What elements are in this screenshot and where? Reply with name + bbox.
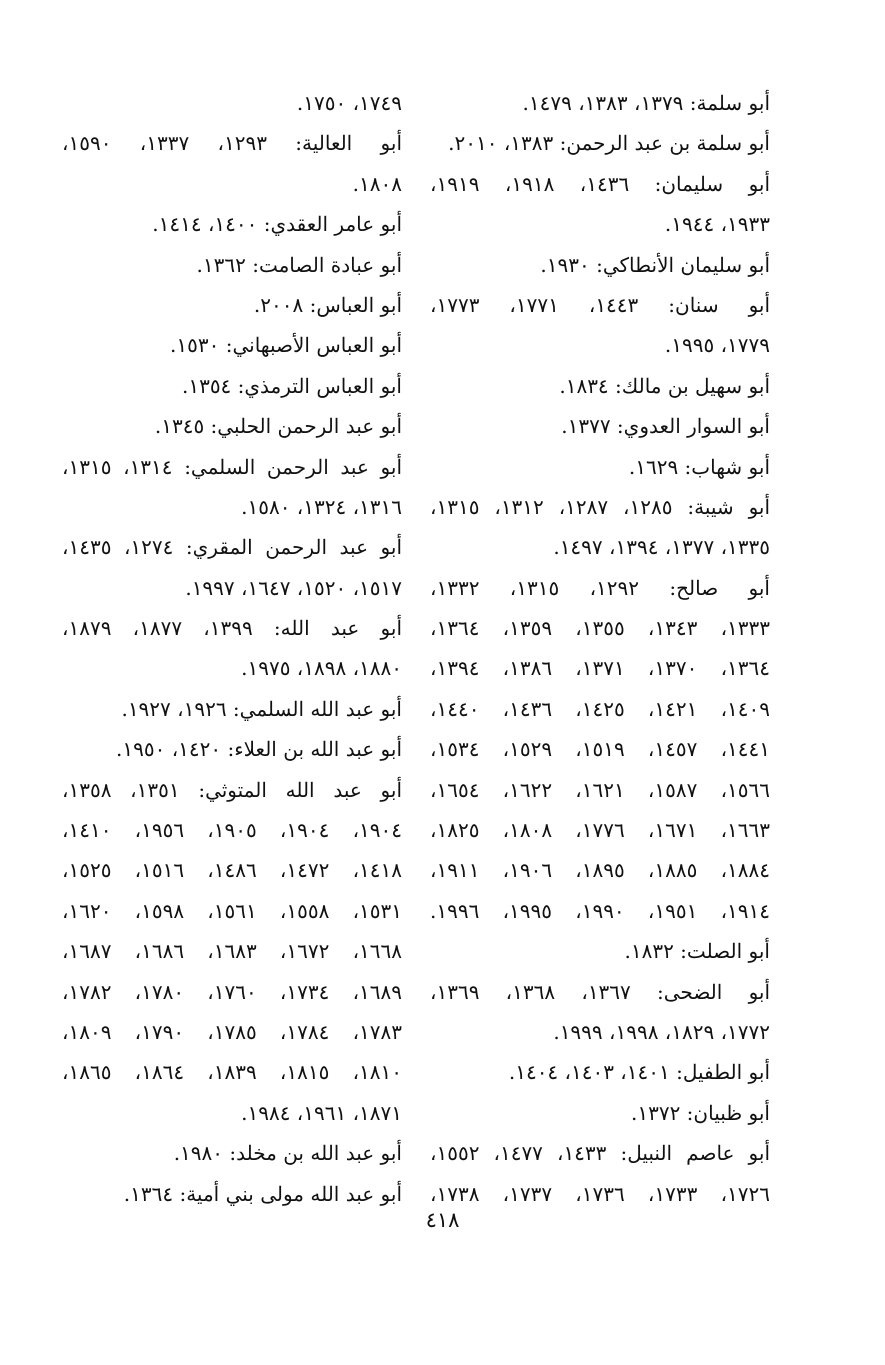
index-entry-line: أبو العباس الأصبهاني: ١٥٣٠.	[170, 333, 402, 358]
index-entry-line: ١٩٣٣، ١٩٤٤.	[664, 212, 770, 237]
index-entry-line: أبو شهاب: ١٦٢٩.	[628, 454, 770, 479]
index-entry-line: أبو عبد الرحمن الحلبي: ١٣٤٥.	[154, 414, 402, 439]
index-entry-line: أبو سهيل بن مالك: ١٨٣٤.	[559, 373, 770, 398]
index-entry-line: ١٣٣٣، ١٣٤٣، ١٣٥٥، ١٣٥٩، ١٣٦٤،	[430, 616, 770, 641]
index-entry-line: ١٦٨٩، ١٧٣٤، ١٧٦٠، ١٧٨٠، ١٧٨٢،	[62, 979, 402, 1004]
index-entry-line: أبو سليمان الأنطاكي: ١٩٣٠.	[540, 252, 770, 277]
index-entry-line: أبو شيبة: ١٢٨٥، ١٢٨٧، ١٣١٢، ١٣١٥،	[430, 494, 770, 519]
index-entry-line: أبو عبد الله المتوثي: ١٣٥١، ١٣٥٨،	[62, 777, 402, 802]
index-entry-line: أبو عاصم النبيل: ١٤٣٣، ١٤٧٧، ١٥٥٢،	[430, 1141, 770, 1166]
index-entry-line: أبو عبد الله: ١٣٩٩، ١٨٧٧، ١٨٧٩،	[62, 616, 402, 641]
index-entry-line: أبو ظبيان: ١٣٧٢.	[630, 1100, 770, 1125]
index-entry-line: ١٨٨٤، ١٨٨٥، ١٨٩٥، ١٩٠٦، ١٩١١،	[430, 858, 770, 883]
index-entry-line: ١٥٦٦، ١٥٨٧، ١٦٢١، ١٦٢٢، ١٦٥٤،	[430, 777, 770, 802]
index-entry-line: ١٤٤١، ١٤٥٧، ١٥١٩، ١٥٢٩، ١٥٣٤،	[430, 737, 770, 762]
index-entry-line: ١٧٧٢، ١٨٢٩، ١٩٩٨، ١٩٩٩.	[553, 1019, 770, 1044]
index-entry-line: أبو عبد الرحمن المقري: ١٢٧٤، ١٤٣٥،	[62, 535, 402, 560]
index-entry-line: ١٨٨٠، ١٨٩٨، ١٩٧٥.	[241, 656, 402, 681]
index-column-left	[62, 83, 402, 1214]
index-entry-line: ١٧٤٩، ١٧٥٠.	[296, 91, 402, 115]
index-entry-line: أبو صالح: ١٢٩٢، ١٣١٥، ١٣٣٢،	[430, 575, 770, 600]
page-number: ٤١٨	[425, 1208, 460, 1232]
index-entry-line: ١٨٧١، ١٩٦١، ١٩٨٤.	[241, 1100, 402, 1125]
index-entry-line: أبو سليمان: ١٤٣٦، ١٩١٨، ١٩١٩،	[430, 171, 770, 196]
index-entry-line: أبو عبد الرحمن السلمي: ١٣١٤، ١٣١٥،	[62, 454, 402, 479]
index-entry-line: ١٣١٦، ١٣٢٤، ١٥٨٠.	[241, 494, 402, 519]
index-entry-line: ١٤١٨، ١٤٧٢، ١٤٨٦، ١٥١٦، ١٥٢٥،	[62, 858, 402, 883]
index-entry-line: أبو الضحى: ١٣٦٧، ١٣٦٨، ١٣٦٩،	[430, 979, 770, 1004]
index-column-right	[430, 83, 770, 1214]
index-entry-line: ١٦٦٨، ١٦٧٢، ١٦٨٣، ١٦٨٦، ١٦٨٧،	[62, 939, 402, 964]
index-entry-line: ١٧٧٩، ١٩٩٥.	[664, 333, 770, 358]
index-entry-line: ١٨١٠، ١٨١٥، ١٨٣٩، ١٨٦٤، ١٨٦٥،	[62, 1060, 402, 1085]
index-entry-line: ١٣٦٤، ١٣٧٠، ١٣٧١، ١٣٨٦، ١٣٩٤،	[430, 656, 770, 681]
index-entry-line: ١٧٢٦، ١٧٣٣، ١٧٣٦، ١٧٣٧، ١٧٣٨،	[430, 1181, 770, 1206]
index-entry-line: أبو العالية: ١٢٩٣، ١٣٣٧، ١٥٩٠،	[62, 131, 402, 156]
index-entry-line: ١٩١٤، ١٩٥١، ١٩٩٠، ١٩٩٥، ١٩٩٦.	[430, 898, 770, 923]
index-entry-line: أبو سنان: ١٤٤٣، ١٧٧١، ١٧٧٣،	[430, 292, 770, 317]
index-entry-line: ١٥٣١، ١٥٥٨، ١٥٦١، ١٥٩٨، ١٦٢٠،	[62, 898, 402, 923]
index-entry-line: أبو سلمة بن عبد الرحمن: ١٣٨٣، ٢٠١٠.	[448, 131, 770, 156]
index-entry-line: ١٥١٧، ١٥٢٠، ١٦٤٧، ١٩٩٧.	[185, 575, 402, 600]
index-entry-line: أبو عبد الله بن مخلد: ١٩٨٠.	[173, 1141, 402, 1166]
index-entry-line: أبو الطفيل: ١٤٠١، ١٤٠٣، ١٤٠٤.	[508, 1060, 770, 1085]
index-entry-line: أبو العباس: ٢٠٠٨.	[253, 292, 402, 317]
index-entry-line: ١٧٨٣، ١٧٨٤، ١٧٨٥، ١٧٩٠، ١٨٠٩،	[62, 1019, 402, 1044]
index-entry-line: أبو عبد الله السلمي: ١٩٢٦، ١٩٢٧.	[121, 696, 402, 721]
index-entry-line: أبو الصلت: ١٨٣٢.	[624, 939, 770, 964]
index-entry-line: أبو عبد الله بن العلاء: ١٤٢٠، ١٩٥٠.	[116, 737, 402, 762]
index-entry-line: ١٦٦٣، ١٦٧١، ١٧٧٦، ١٨٠٨، ١٨٢٥،	[430, 818, 770, 843]
index-entry-line: أبو عبد الله مولى بني أمية: ١٣٦٤.	[123, 1181, 402, 1206]
index-entry-line: أبو عبادة الصامت: ١٣٦٢.	[196, 252, 402, 277]
index-entry-line: أبو العباس الترمذي: ١٣٥٤.	[181, 373, 402, 398]
index-entry-line: أبو السوار العدوي: ١٣٧٧.	[561, 414, 770, 439]
index-entry-line: ١٨٠٨.	[352, 171, 402, 196]
index-entry-line: ١٣٣٥، ١٣٧٧، ١٣٩٤، ١٤٩٧.	[553, 535, 770, 560]
index-entry-line: أبو عامر العقدي: ١٤٠٠، ١٤١٤.	[152, 212, 402, 237]
index-entry-line: ١٤٠٩، ١٤٢١، ١٤٢٥، ١٤٣٦، ١٤٤٠،	[430, 696, 770, 721]
index-entry-line: أبو سلمة: ١٣٧٩، ١٣٨٣، ١٤٧٩.	[522, 91, 770, 115]
index-entry-line: ١٩٠٤، ١٩٠٤، ١٩٠٥، ١٩٥٦، ١٤١٠،	[62, 818, 402, 843]
